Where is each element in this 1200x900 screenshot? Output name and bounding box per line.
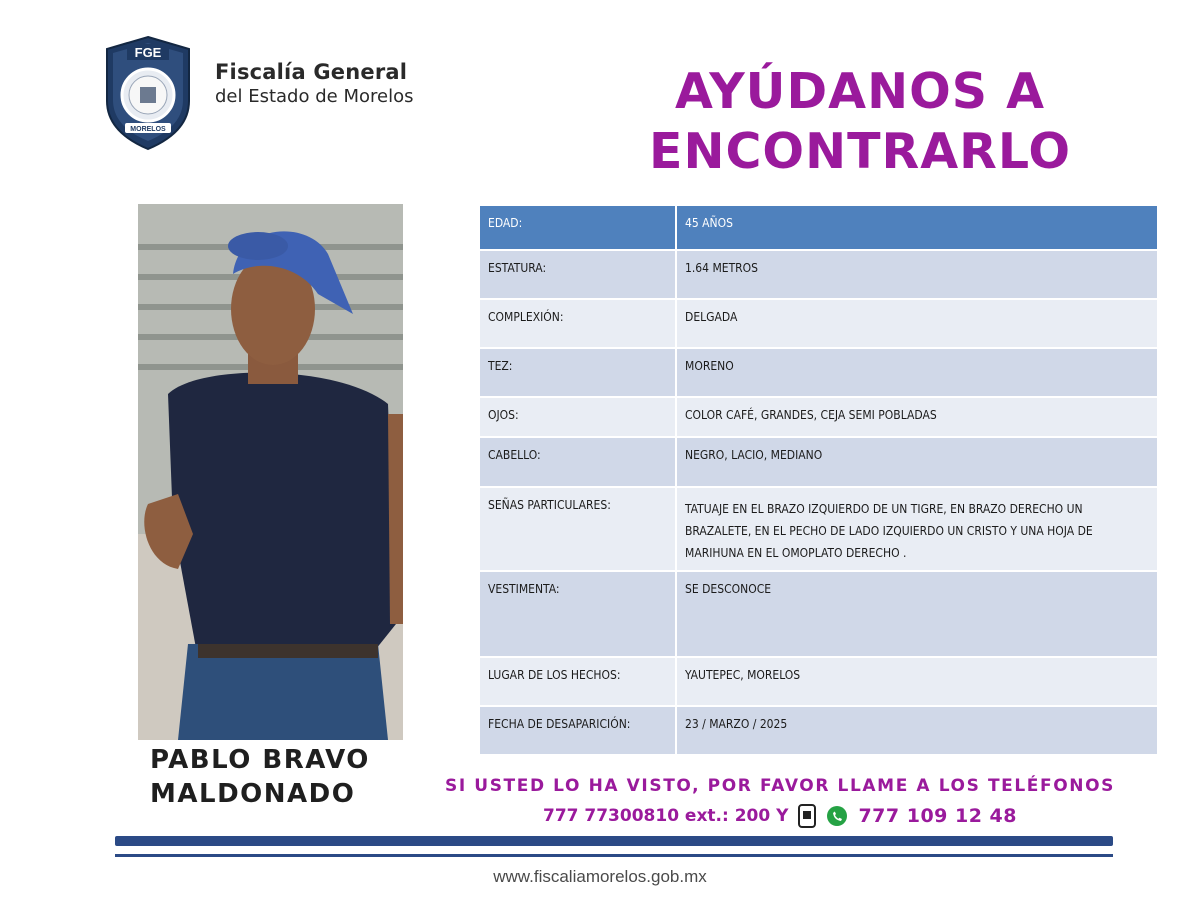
table-row: [479, 657, 1158, 706]
field-value: [676, 487, 1158, 571]
person-name-line1: PABLO BRAVO: [150, 745, 370, 775]
field-value: MORENO: [676, 348, 1158, 397]
field-value-text: TATUAJE EN EL BRAZO IZQUIERDO DE UN TIGRE, EN BRAZO DERECHO UN BRAZALETE, EN EL PECHO DE LADO IZQUIERDO UN CRISTO Y UNA HOJA DE MARIHUNA EN EL OMOPLATO DERECHO .: [685, 502, 1093, 560]
field-label: FECHA DE DESAPARICIÓN:: [479, 706, 676, 755]
table-row: [479, 348, 1158, 397]
field-value: 45 AÑOS: [676, 205, 1158, 250]
person-details-table: [478, 204, 1159, 756]
cta-message: SI USTED LO HA VISTO, POR FAVOR LLAME A LOS TELÉFONOS: [445, 776, 1115, 796]
headline: [620, 62, 1100, 182]
organization-name-line2: del Estado de Morelos: [215, 86, 414, 107]
field-value: DELGADA: [676, 299, 1158, 348]
footer-divider-thick: [115, 836, 1113, 846]
field-label: SEÑAS PARTICULARES:: [479, 487, 676, 571]
headline-line2: ENCONTRARLO: [648, 123, 1072, 180]
website-link[interactable]: www.fiscaliamorelos.gob.mx: [493, 867, 707, 886]
field-label: VESTIMENTA:: [479, 571, 676, 657]
field-label: OJOS:: [479, 397, 676, 437]
footer-divider-thin: [115, 854, 1113, 857]
field-label: COMPLEXIÓN:: [479, 299, 676, 348]
headline-line1: AYÚDANOS A: [674, 63, 1046, 120]
field-value: YAUTEPEC, MORELOS: [676, 657, 1158, 706]
cta-phones: [445, 804, 1115, 828]
missing-person-photo: [138, 204, 403, 740]
field-value: COLOR CAFÉ, GRANDES, CEJA SEMI POBLADAS: [676, 397, 1158, 437]
phone-number-whatsapp[interactable]: 777 109 12 48: [858, 805, 1017, 827]
fge-logo-badge: [103, 35, 193, 151]
field-value: 1.64 METROS: [676, 250, 1158, 299]
table-row: [479, 571, 1158, 657]
table-row: [479, 205, 1158, 250]
field-label: EDAD:: [479, 205, 676, 250]
call-to-action: [445, 776, 1115, 828]
field-label: LUGAR DE LOS HECHOS:: [479, 657, 676, 706]
table-row: [479, 397, 1158, 437]
phone-number-office[interactable]: 777 77300810 ext.: 200 Y: [542, 806, 789, 826]
field-label: CABELLO:: [479, 437, 676, 487]
svg-text:MORELOS: MORELOS: [130, 126, 166, 133]
table-row: [479, 250, 1158, 299]
organization-name: [215, 60, 413, 107]
field-value: NEGRO, LACIO, MEDIANO: [676, 437, 1158, 487]
missing-person-name: [150, 743, 370, 811]
whatsapp-icon: [826, 805, 848, 827]
field-value: SE DESCONOCE: [676, 571, 1158, 657]
table-row: [479, 437, 1158, 487]
table-row: [479, 487, 1158, 571]
svg-text:FGE: FGE: [134, 45, 162, 60]
field-label: TEZ:: [479, 348, 676, 397]
field-label: ESTATURA:: [479, 250, 676, 299]
phone-icon: [798, 804, 816, 828]
organization-name-line1: Fiscalía General: [215, 60, 408, 84]
field-value: 23 / MARZO / 2025: [676, 706, 1158, 755]
table-row: [479, 706, 1158, 755]
person-name-line2: MALDONADO: [150, 779, 356, 809]
table-row: [479, 299, 1158, 348]
